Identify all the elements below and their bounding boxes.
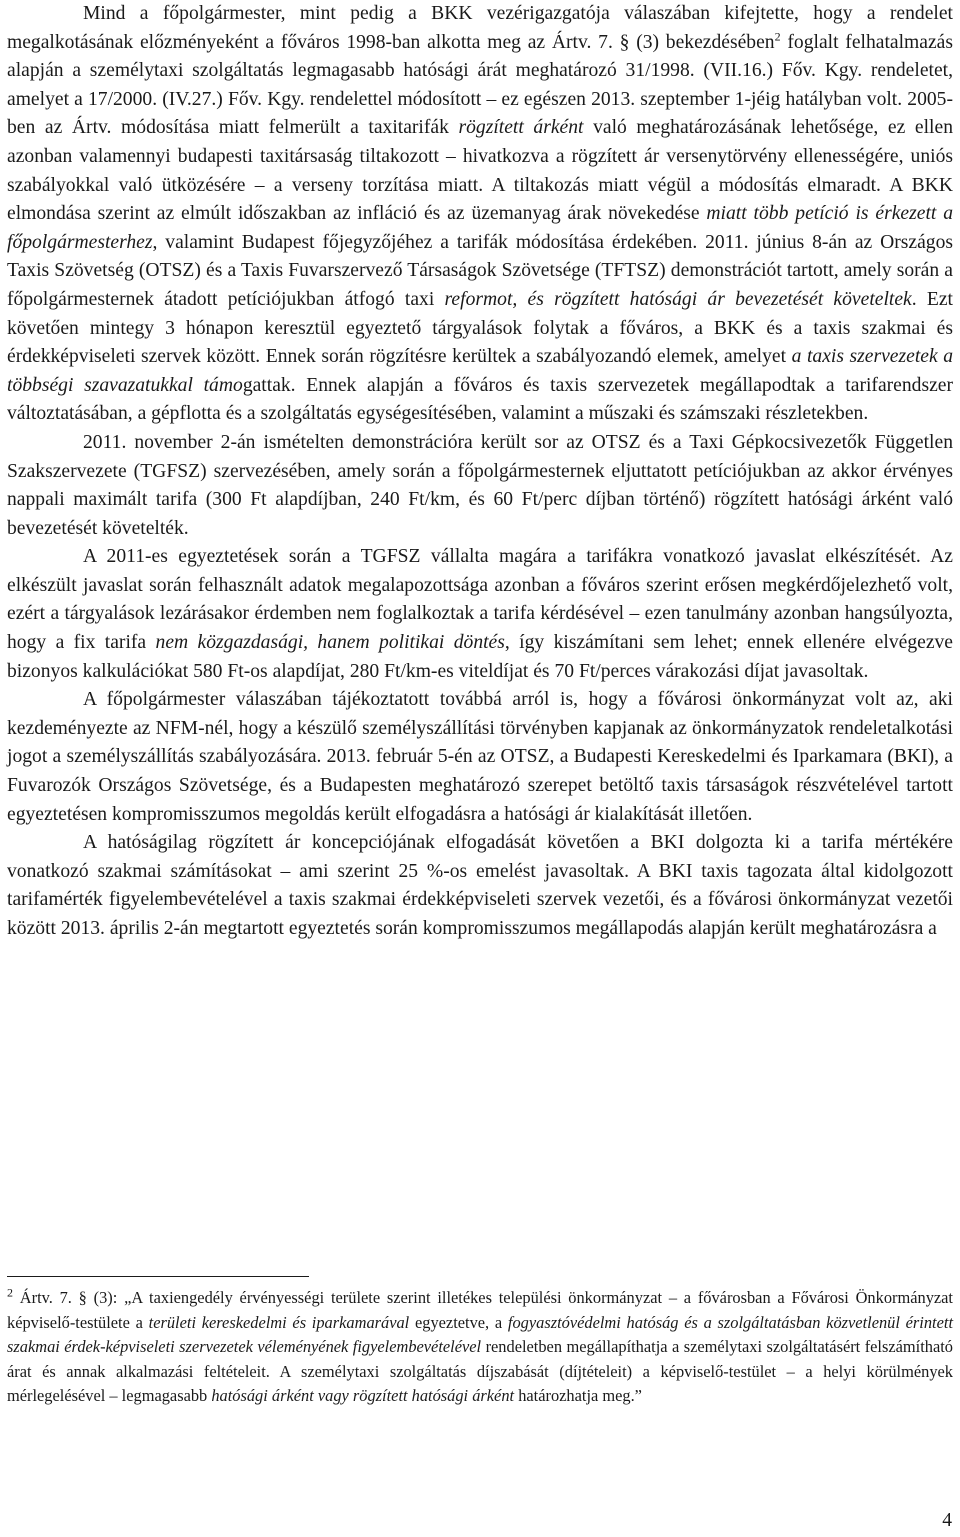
paragraph-2: 2011. november 2-án ismételten demonstrációra került sor az OTSZ és a Taxi Gépkocsivezetők Független Szakszervezete (TGFSZ) szervezésében, amely során a főpolgármesternek eljuttatott petíciójukban az akkor érvényes nappali maximált tarifa (300 Ft alapdíjban, 240 Ft/km, és 60 Ft/perc díjban történő) rögzített hatósági árként való bevezetését követelték.: [7, 431, 953, 539]
text-run: rendeletben megállapíthatja a személytaxi szolgáltatásért felszámítható árat és annak alkalmazási feltételeit. A személytaxi szolgáltatás díjszabását (díjtételeit) a képviselő-testület – a helyi körülmények mérlegelésével – legmagasabb: [7, 1337, 953, 1406]
text-run: A 2011-es egyeztetések során a TGFSZ vállalta magára a tarifákra vonatkozó javaslat elkészítését. Az elkészült javaslat során felhasznált adatok megalapozottsága azonban a főváros szerint erősen megkérdőjelezhető volt, ezért a tárgyalások lezárásakor érdemben nem foglalkoztak a tarifa kérdésével – ezen tanulmány azonban hangsúlyozta, hogy a fix tarifa: [7, 546, 953, 654]
emphasis: hatósági árként vagy rögzített hatósági árként: [211, 1386, 515, 1406]
emphasis: területi kereskedelmi és iparkamarával: [148, 1312, 410, 1332]
footnotes: [7, 1286, 953, 1409]
emphasis: reformot, és rögzített hatósági ár bevezetését követeltek: [444, 288, 912, 310]
text-run: , így kiszámítani sem lehet; ennek ellenére elvégezve bizonyos kalkulációkat 580 Ft-os alapdíjat, 280 Ft/km-es viteldíjat és 70 Ft/perces várakozási díjat javasoltak.: [7, 632, 954, 682]
emphasis: nem közgazdasági, hanem politikai döntés: [155, 632, 505, 654]
text-run: Mind a főpolgármester, mint pedig a BKK vezérigazgatója válaszában kifejtette, hogy a rendelet megalkotásának előzményeként a főváros 1998-ban alkotta meg az Ártv. 7. § (3) bekezdésében: [7, 3, 953, 53]
footnote-ref: 2: [774, 29, 781, 44]
paragraph-3: [7, 543, 953, 686]
text-run: határozhatja meg.”: [514, 1386, 642, 1406]
text-run: Ártv. 7. § (3): „A taxiengedély érvényességi területe szerint illetékes települési önkormányzat – a fővárosban a Fővárosi Önkormányzat képviselő-testülete a: [7, 1288, 953, 1332]
footnote-number: 2: [7, 1285, 13, 1300]
text-run: , valamint Budapest főjegyzőjéhez a tarifák módosítása érdekében. 2011. június 8-án az Országos Taxis Szövetség (OTSZ) és a Taxis Fuvarszervező Társaságok Szövetsége (TFTSZ) demonstrációt tartott, amely során a főpolgármesternek átadott petíciójukban átfogó taxi: [7, 231, 953, 310]
footnote-2: [7, 1286, 953, 1409]
emphasis: a taxis szervezetek a többségi szavazatukkal támo: [7, 346, 954, 396]
paragraph-5: A hatóságilag rögzített ár koncepciójának elfogadását követően a BKI dolgozta ki a tarifa mértékére vonatkozó szakmai számításokat – ami szerint 25 %-os emelést javasoltak. A BKI taxis tagozata által kidolgozott tarifamérték figyelembevételével a taxis szakmai érdekképviseleti szervek vezetői, és a fővárosi önkormányzat vezetői között 2013. április 2-án megtartott egyeztetés során kompromisszumos megállapodás alapján került meghatározásra a: [7, 832, 953, 939]
paragraph-1: [7, 0, 953, 429]
page-number: 4: [942, 1510, 952, 1531]
text-run: gattak. Ennek alapján a főváros és taxis szervezetek megállapodtak a tarifarendszer változtatásában, a gépflotta és a szolgáltatás egységesítésében, valamint a műszaki és számszaki részletekben.: [7, 374, 953, 425]
text-run: egyeztetve, a: [409, 1312, 508, 1332]
text-run: A BKK elmondása szerint az elmúlt időszakban az infláció és az üzemanyag árak növekedése: [7, 174, 953, 225]
paragraph-4: A főpolgármester válaszában tájékoztatott továbbá arról is, hogy a fővárosi önkormányzat volt az, aki kezdeményezte az NFM-nél, hogy a készülő személyszállítási törvényben kapjanak az önkormányzatok rendeletalkotási jogot a személyszállítás szabályozására. 2013. február 5-én az OTSZ, a Budapesti Kereskedelmi és Iparkamara (BKI), a Fuvarozók Országos Szövetsége, és a Budapesten meghatározó szerepet betöltő taxis társaságok részvételével tartott egyeztetésen kompromisszumos megoldás került elfogadásra a hatósági ár kialakítását illetően.: [7, 689, 953, 825]
text-run: foglalt felhatalmazás alapján a személytaxi szolgáltatás legmagasabb hatósági árát meghatározó 31/1998. (VII.16.) Főv. Kgy. rendeletet, amelyet a 17/2000. (IV.27.) Főv. Kgy. rendelettel módosított – ez egészen 2013. szeptember 1-jéig hatályban volt. 2005-ben az Ártv. módosítása miatt felmerült a taxitarifák: [7, 31, 953, 139]
emphasis: rögzített árként: [458, 117, 584, 139]
emphasis: miatt több petíció is érkezett a főpolgármesterhez: [7, 203, 954, 253]
text-run: való meghatározásának lehetősége, ez ellen azonban valamennyi budapesti taxitársaság tiltakozott – hivatkozva a rögzített ár versenytörvény ellenességére, uniós szabályokkal való ütközésére – a verseny torzítása miatt. A tiltakozás miatt végül a módosítás elmaradt.: [7, 117, 953, 196]
text-run: . Ezt követően mintegy 3 hónapon keresztül egyeztető tárgyalások folytak a főváros, a BKK és a taxis szakmai és érdekképviseleti szervek között. Ennek során rögzítésre kerültek a szabályozandó elemek, amelyet: [7, 288, 954, 368]
emphasis: fogyasztóvédelmi hatóság és a szolgáltatásban közvetlenül érintett szakmai érdek-képviseleti szervezetek véleményének figyelembevételével: [7, 1312, 953, 1357]
body-text: [7, 0, 953, 944]
footnote-separator: [7, 1276, 309, 1277]
